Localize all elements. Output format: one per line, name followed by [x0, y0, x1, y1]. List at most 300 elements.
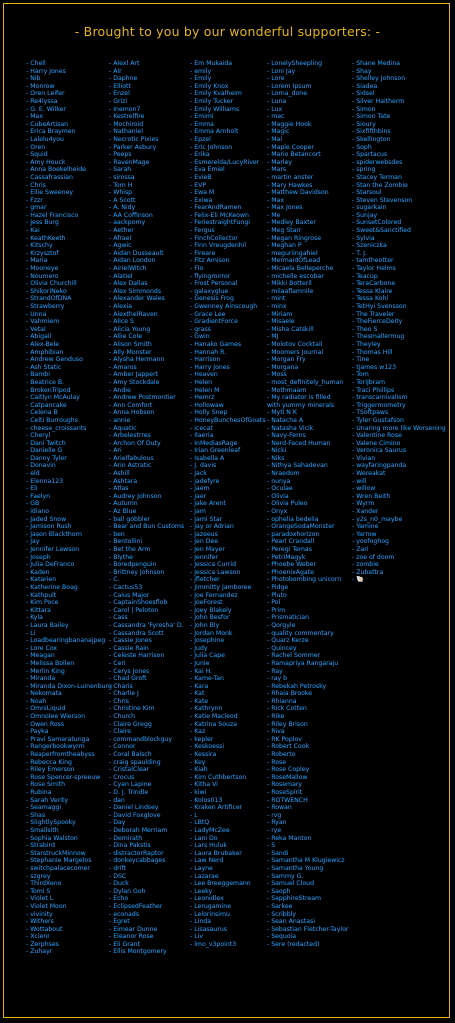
supporter-name: - Peeps [109, 151, 132, 159]
supporter-name: - Claire [109, 728, 131, 736]
supporter-name: - Boredpenguin [109, 561, 157, 569]
supporter-name: - minx [267, 303, 287, 310]
supporter-name: - Amber Jappert [109, 371, 158, 379]
supporter-name: - quality commentary [267, 629, 334, 637]
supporter-name: - Shelley Johnson [352, 75, 406, 83]
supporter-name: - Emily Tucker [190, 97, 234, 105]
supporter-name: - Deborah Merriam [109, 826, 168, 834]
supporter-name: - Scribbly [267, 910, 297, 918]
supporter-name: - Rosemary [267, 781, 303, 789]
supporter-name: - Rose Spencer-spreeuw [26, 773, 101, 781]
supporter-name: - Strawberry [26, 303, 65, 310]
supporter-name: - Olivia Churchill [26, 280, 77, 288]
supporter-name: - Simon [352, 105, 376, 113]
supporter-name: - Irian Greenleaf [190, 447, 241, 455]
supporter-name: - Oculae [267, 485, 293, 493]
supporter-name: - vivinity [26, 910, 53, 918]
supporter-name: - Echo [109, 895, 129, 903]
supporter-name: - StrandOfDNA [26, 295, 72, 303]
supporter-name: - GradientForce [190, 318, 238, 326]
supporter-name: - Mars [267, 166, 287, 174]
supporter-name: - A Scott [109, 196, 136, 204]
supporter-name: - kepler [190, 735, 214, 743]
supporter-name: - Sarah [109, 166, 132, 174]
supporter-name: - zombie [352, 561, 379, 569]
supporter-name: - Rose Smith [26, 781, 66, 789]
supporter-name: - Lux [267, 105, 283, 113]
supporter-name: - Parker Asbury [109, 143, 157, 151]
supporter-name: - Rowan [267, 804, 292, 812]
supporter-name: - Alr [109, 67, 122, 75]
supporter-name: - Autumn [109, 500, 138, 508]
supporter-name: - EvieB [190, 173, 212, 181]
supporter-name: - Riley Brison [267, 720, 308, 728]
supporter-name: - SlightlySpooky [26, 819, 76, 827]
supporter-name: - Loni Jay [267, 67, 296, 75]
supporter-name: - Szeniczka [352, 242, 387, 250]
supporter-name: - Miranda Dixon-Luinenburg [26, 682, 112, 690]
supporter-name: - Samuel Cloud [267, 880, 315, 888]
supporter-name: - Laura Bailey [26, 621, 69, 629]
supporter-name: - tamtheotter [352, 257, 394, 265]
supporter-name: - Jennifer [190, 553, 218, 561]
supporter-name: - Kate [190, 697, 209, 705]
supporter-name: - Shay [352, 67, 372, 75]
supporter-name: - Danielle G [26, 447, 63, 455]
supporter-name: - Noah [26, 697, 47, 705]
supporter-name: - michelle escobar [267, 272, 324, 280]
supporter-name: - Alysha Hermann [109, 356, 165, 364]
supporter-name: - Cerys Jones [109, 667, 150, 675]
supporter-name: - Krzysztof [26, 249, 59, 257]
supporter-name: - Agwic [109, 242, 132, 250]
supporter-name: - Sunjay [352, 211, 378, 219]
supporter-name: - Demirath [109, 834, 143, 842]
supporter-name: - Cyan Lapine [109, 781, 152, 789]
supporter-name: - Navy-Ferns [267, 432, 306, 440]
supporter-name: - Roberto [267, 751, 296, 759]
supporter-name: - Andrew Postmontier [109, 394, 176, 402]
supporter-name: - ROTWENCH [267, 796, 308, 804]
supporter-name: - ray b [267, 675, 288, 683]
supporter-name: - Melissa Bollen [26, 659, 75, 667]
supporter-name: - Lazarae [190, 872, 219, 880]
supporter-name: - Josephine [190, 637, 225, 645]
supporter-name: - Traci Phillips [352, 386, 395, 394]
supporter-name: - Soph [352, 143, 372, 151]
supporter-name: - David Foxglove [109, 811, 161, 819]
supporter-name: - Kat [190, 690, 205, 698]
supporter-name: - Sioury [352, 120, 376, 128]
supporter-name: - Moomers Journal [267, 348, 324, 356]
supporter-name: - Xander [352, 508, 379, 516]
supporter-name: - Anna Hobson [109, 409, 155, 417]
supporter-name: - Layne [190, 864, 213, 872]
supporter-name: - Mooneye [26, 265, 59, 273]
supporter-name: - Micaela Belleperche [267, 265, 334, 273]
supporter-name: - Rebecca King [26, 758, 72, 766]
supporter-name: - Kara [190, 682, 209, 690]
supporter-name: - Mothmaam [267, 386, 307, 394]
supporter-name: - Law Nerd [190, 857, 224, 865]
supporter-name: - Church [109, 713, 136, 721]
supporter-name: - Frost Personal [190, 280, 238, 288]
supporter-name: - Onyx [267, 508, 288, 516]
supporter-name: - Li [26, 629, 36, 637]
supporter-name: - Morgana [267, 363, 299, 371]
supporter-name: - Nekomata [26, 690, 62, 698]
supporter-name: - Smallsith [26, 826, 59, 834]
supporter-name: - Phoebe Weber [267, 561, 316, 569]
supporter-name: - TetHyi Svensson [352, 303, 407, 310]
supporter-name: - Zerphses [26, 940, 59, 948]
supporter-name: - Wren Beith [352, 492, 391, 500]
supporter-name: - Valene Cimino [352, 439, 401, 447]
supporter-name: - Brittney Johnson [109, 568, 165, 576]
supporter-name: - will [352, 477, 367, 485]
supporter-name: - Felix-Eli McKeown [190, 211, 249, 219]
supporter-name: - lmo_v3point3 [190, 940, 237, 948]
supporter-name: - MermaidOfLead [267, 257, 321, 265]
supporter-name: - Catpancake [26, 401, 67, 409]
supporter-name: - galaxyglue [190, 287, 229, 295]
supporter-name: - Chell [26, 60, 46, 67]
supporter-name: - D. J. Trindle [109, 789, 149, 796]
supporter-name: - Archon Of Duty [109, 439, 161, 447]
supporter-name: - Grizi [109, 97, 128, 105]
supporter-name: - Danny Tyler [26, 454, 67, 462]
supporter-name: - G. E. Wilker [26, 105, 66, 113]
supporter-name: - Amaros [109, 363, 137, 371]
supporter-name: - jaem [190, 485, 210, 493]
supporter-name: - Nerd-Faced Human [267, 439, 331, 447]
supporter-name: - Jami Star [190, 515, 223, 523]
supporter-name: - Vivian [352, 454, 376, 462]
supporter-name: - Ari [109, 447, 122, 455]
supporter-name: - Mikki Botteril [267, 280, 312, 288]
supporter-name: - Withers [26, 918, 54, 926]
supporter-name: - Ann Comfort [109, 401, 153, 409]
supporter-name: - Omnolee Wierson [26, 713, 86, 721]
supporter-name: - Jennifer Lawson [26, 546, 80, 553]
supporter-name: - Amphibian [26, 348, 64, 356]
supporter-name: - Lorem Ipsum [267, 82, 312, 90]
supporter-name: - Pravi Samaratunga [26, 735, 90, 743]
supporter-name: with yummy minerals [267, 401, 335, 409]
supporter-name: - Kestrelfire [109, 113, 145, 121]
supporter-name: - Squid [26, 151, 48, 159]
supporter-name: - Nraedom [267, 470, 300, 478]
supporter-name: - Molotov Cocktail [267, 340, 323, 348]
supporter-name: - Megan Ringrose [267, 234, 322, 242]
supporters-columns [0, 60, 455, 1015]
supporter-name: - Veronica Saurus [352, 447, 407, 455]
supporter-name: - Riva [267, 728, 285, 736]
supporter-name: - Christine Kim [109, 705, 155, 713]
supporter-name: - Elenna123 [26, 477, 64, 485]
supporter-name: - Unaring more like Worsening [352, 424, 446, 432]
supporters-column-5 [352, 60, 446, 584]
supporter-name: - Sylvia [352, 234, 375, 242]
supporter-name: - Kaz [190, 728, 206, 736]
supporter-name: - ben [109, 530, 125, 538]
supporter-name: - Alexl Art [109, 60, 140, 67]
supporter-name: - John Bly [190, 621, 220, 629]
supporter-name: - Sequoia [267, 933, 297, 941]
supporter-name: - Eli Grant [109, 940, 140, 948]
supporter-name: - Luna [267, 97, 287, 105]
supporter-name: - Jessica Lawson [190, 568, 241, 576]
supporter-name: - Xcienr [26, 933, 50, 941]
supporter-name: - CubeArtisan [26, 120, 69, 128]
supporter-name: - Taylor Helms [352, 265, 396, 273]
supporter-name: - Starsoul [352, 189, 382, 197]
supporter-name: - jfletcher [190, 576, 220, 584]
supporter-name: - Ashill [109, 470, 130, 478]
supporter-name: - milaaflamnile [267, 287, 314, 295]
supporter-name: - Vahmiem [26, 318, 60, 326]
supporter-name: - Wereakat [352, 470, 386, 478]
supporter-name: - MJ [267, 333, 279, 341]
supporter-name: - Max Jones [267, 204, 303, 212]
supporter-name: - jadefyre [190, 477, 220, 485]
supporter-name: - Strabird [26, 842, 55, 850]
supporter-name: - Oren Leifer [26, 90, 65, 98]
supporter-name: - Fergus [190, 227, 215, 235]
supporter-name: - BrokenTripod [26, 386, 71, 394]
supporter-name: - SunsetColored [352, 219, 402, 227]
supporter-name: - Sarkee [267, 902, 293, 910]
supporter-name: - Lee Breeggemann [190, 880, 251, 888]
supporter-name: - OrangeSodaMonster [267, 523, 335, 531]
supporter-name: - Kim Poce [26, 599, 59, 607]
supporter-name: - Chad Groft [109, 675, 147, 683]
supporter-name: - Helen M [190, 386, 220, 394]
supporter-name: - Beatrice B. [26, 378, 65, 386]
supporter-name: - ToriJbram [352, 378, 386, 386]
supporter-name: - Necrotic Pixies [109, 135, 159, 143]
supporter-name: - GB [26, 500, 40, 508]
supporter-name: - Bear and Bun Customs [109, 523, 185, 531]
supporter-name: - Zubattra [352, 568, 384, 576]
supporter-name: - T. J. [352, 249, 367, 257]
supporter-name: - Eleanor Rose [109, 933, 154, 941]
supporter-name: - Joseph [26, 553, 51, 561]
supporter-name: - Lisasaurus [190, 925, 228, 933]
supporter-name: - Yarrow [352, 530, 377, 538]
supporter-name: - Hemrz [190, 394, 215, 402]
supporter-name: - Helen [190, 378, 213, 386]
supporter-name: - Afrael [109, 234, 132, 242]
supporter-name: - Lani Do [190, 834, 218, 842]
supporter-name: - Kathrynn [190, 705, 223, 713]
supporter-name: - paradoxhorizon [267, 530, 320, 538]
supporter-name: - tjames w123 [352, 363, 397, 371]
supporter-name: - Judy [190, 644, 208, 652]
supporter-name: - Mary Hawkes [267, 181, 313, 189]
supporter-name: - Max [26, 113, 43, 121]
supporter-name: - Meghan P [267, 242, 302, 250]
supporter-name: - StarstruckMinnow [26, 849, 86, 857]
supporter-name: - Natacha A [267, 416, 304, 424]
supporter-name: - ThirdXeno [26, 880, 62, 888]
supporter-name: - Silver Haitherm [352, 97, 405, 105]
supporter-name: - Violet Moon [26, 902, 67, 910]
supporter-name: - Linda [190, 918, 212, 926]
supporter-name: - Katie Macleod [190, 713, 238, 721]
supporter-name: - C. [109, 576, 120, 584]
supporter-name: - Simon Tate [352, 113, 391, 121]
supporter-name: - Keskoessi [190, 743, 225, 751]
supporter-name: - Peregi Temas [267, 546, 312, 553]
supporter-name: - PhoenixAgate [267, 568, 314, 576]
supporter-name: - Emily Williams [190, 105, 240, 113]
supporter-name: - Kim Cuthbertson [190, 773, 247, 781]
supporter-name: - Ceri [109, 659, 126, 667]
supporter-name: - Jack [190, 470, 207, 478]
supporter-name: - Bambi [26, 371, 50, 379]
supporter-name: - Sidsel [352, 90, 375, 98]
supporter-name: - emily [190, 67, 212, 75]
supporter-name: - Nib [26, 75, 41, 83]
supporter-name: - Loadbearingbananajpeg [26, 637, 106, 645]
supporter-name: - Celena B [26, 409, 58, 417]
supporter-name: - Meagan [26, 652, 55, 660]
supporter-name: - Mai [267, 135, 283, 143]
supporter-name: - Kai H. [190, 667, 213, 675]
page-title: - Brought to you by our wonderful supporters: - [74, 24, 381, 39]
supporter-name: - Abigail [26, 333, 52, 341]
supporter-name: - Alex Dallas [109, 280, 148, 288]
supporter-name: - Re4lyssa [26, 97, 58, 105]
supporter-name: - Tyler Gustafson [352, 416, 404, 424]
supporter-name: - Violet L [26, 895, 54, 903]
supporter-name: - Crocus [109, 773, 135, 781]
supporter-name: - Leonidlex [190, 895, 224, 903]
supporter-name: - Alex-Bele [26, 340, 60, 348]
supporter-name: - Skellington [352, 135, 391, 143]
supporter-name: - Kitha Vi [190, 781, 218, 789]
supporter-name: - ophelia bedelia [267, 515, 319, 523]
supporter-name: - zoe of doom [352, 553, 395, 561]
supporter-name: - Me [267, 211, 281, 219]
supporter-name: - Thomas Hill [352, 348, 393, 356]
supporter-name: - Anna Boekelheide [26, 166, 86, 174]
supporter-name: - aackpomy [109, 219, 146, 227]
supporter-name: - Ryan [267, 819, 287, 827]
supporter-name: - Olivia Puleo [267, 500, 308, 508]
supporter-name: - Jason Blackthorn [26, 530, 82, 538]
supporter-name: - Amy Houck [26, 158, 66, 166]
supporter-name: - wayfaringpanda [352, 462, 407, 470]
supporter-name: - Wyrm [352, 500, 375, 508]
supporter-name: - Myti N K [267, 409, 297, 417]
supporter-name: - Aidan London [109, 257, 156, 265]
supporter-name: - Noumero [26, 272, 59, 280]
supporter-name: - Rangerbookwyrm [26, 743, 85, 751]
supporter-name: - Grace Lee [190, 310, 226, 318]
supporter-name: - TeraCarbone [352, 280, 396, 288]
supporter-name: - Kolos013 [190, 796, 223, 804]
supporter-name: - Miriam [267, 310, 293, 318]
supporter-name: - yoofoghog [352, 538, 389, 546]
supporter-name: - Maple Cooper [267, 143, 314, 151]
supporter-name: - nunya [267, 477, 291, 485]
supporter-name: - Emma Arnholt [190, 128, 239, 136]
supporter-name: - Siadea [352, 82, 378, 90]
supporter-name: - Tom H [109, 181, 133, 189]
supporter-name: - Meg Starr [267, 227, 302, 235]
supporter-name: - Monrow [26, 82, 55, 90]
supporter-name: - flyingmirror [190, 272, 231, 280]
supporter-name: - mac [267, 113, 285, 121]
supporter-name: - Enzel [109, 90, 130, 98]
supporter-name: - Jimmitty Jamboree [190, 583, 252, 591]
supporter-name: - Wottabout [26, 925, 63, 933]
supporter-name: - Kaden [26, 568, 50, 576]
supporter-name: - 🐚 [352, 576, 364, 584]
supporter-name: - FeriestraightFungi [190, 219, 250, 227]
supporter-name: - Spartacus [352, 151, 388, 159]
supporter-name: - Ellis Montgomery [109, 948, 167, 956]
supporter-name: - Rike [267, 713, 285, 721]
supporter-name: - sugarkain [352, 204, 387, 212]
supporter-name: - Jordan Monk [190, 629, 233, 637]
supporter-name: - Hollowaw [190, 401, 224, 409]
supporter-name: - rye [267, 826, 282, 834]
supporter-name: - Daphne [109, 75, 138, 83]
supporter-name: - Jen Mayer [190, 546, 225, 553]
supporter-name: - Julia DeFranco [26, 561, 75, 569]
supporter-name: - Stan the Zombie [352, 181, 408, 189]
supporter-name: - Katarien [26, 576, 57, 584]
supporter-name: - Prismatician [267, 614, 310, 622]
supporter-name: - Coral Balsch [109, 751, 152, 759]
supporter-name: - Teacup [352, 272, 378, 280]
supporter-name: - Alice S [109, 318, 134, 326]
supporter-name: - switchpalacecomer [26, 864, 90, 872]
supporter-name: - Az Blue [109, 508, 137, 516]
supporters-column-1 [26, 60, 112, 956]
supporter-name: - craig spaulding [109, 758, 161, 766]
supporter-name: - commandblockguy [109, 735, 173, 743]
supporter-name: - Natasha Vicik [267, 424, 314, 432]
supporter-name: - DSC [109, 872, 127, 880]
supporter-name: - Harrison [190, 356, 221, 364]
supporter-name: - Jaded Snow [26, 515, 67, 523]
supporter-name: - Jay [26, 538, 40, 546]
supporter-name: - HoneyBunchesOfGoats [190, 416, 266, 424]
supporter-name: - Fitz Amison [190, 257, 230, 265]
supporter-name: - Jen Dee [190, 538, 219, 546]
supporter-name: - Payka [26, 728, 49, 736]
supporter-name: - LadyMcZee [190, 826, 230, 834]
supporter-name: - CristalClear [109, 766, 150, 774]
supporter-name: - Sweet&Sanctified [352, 227, 411, 235]
supporter-name: - Quincey [267, 644, 297, 652]
supporter-name: - Sebastian Fletcher-Taylor [267, 925, 349, 933]
supporter-name: - Sarah Verity [26, 796, 69, 804]
supporter-name: - Eli [26, 485, 38, 493]
supporter-name: - FearAndRamen [190, 204, 242, 212]
supporter-name: - idiano [26, 508, 50, 516]
supporter-name: - Nithya Sahadevan [267, 462, 328, 470]
supporter-name: - Samantha M Klugiewicz [267, 857, 345, 865]
supporter-name: - Prim [267, 606, 286, 614]
supporter-name: - JoeForest [190, 599, 223, 607]
supporter-name: - Shane Medina [352, 60, 401, 67]
supporter-name: - Matthew Davidson [267, 189, 329, 197]
